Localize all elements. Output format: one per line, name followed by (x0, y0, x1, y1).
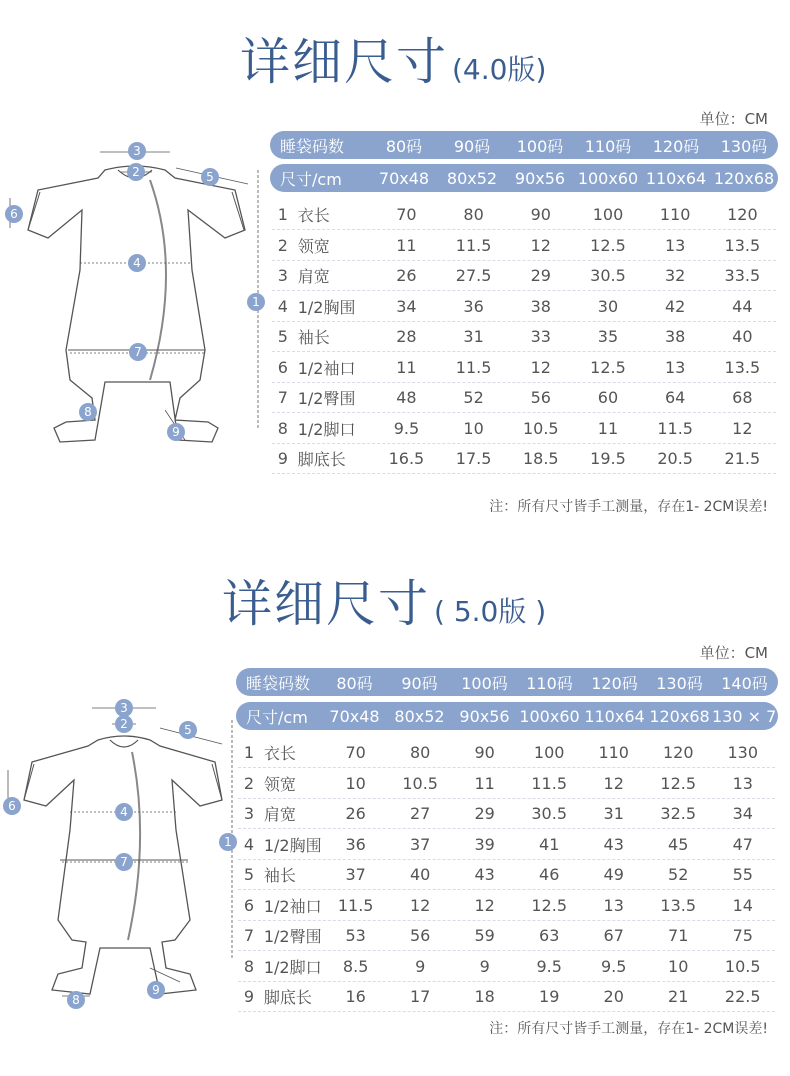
sleepsack-diagram (0, 700, 240, 1010)
row-label: 肩宽 (263, 805, 296, 824)
value-cell: 60 (597, 388, 619, 407)
size-list (322, 671, 777, 694)
value-cell: 110 (659, 205, 691, 224)
value-cell: 40 (409, 865, 431, 884)
row-label: 领宽 (297, 236, 330, 256)
measure-marker-9: 9 (147, 981, 165, 999)
value-cell: 13 (664, 235, 686, 255)
row-label: 1/2胸围 (297, 297, 356, 317)
value-cell: 17 (409, 987, 431, 1006)
value-cell: 80 (463, 205, 484, 224)
measure-marker-5: 5 (201, 168, 219, 186)
unit-label: 单位：CM (699, 644, 768, 662)
header-sizes-band (236, 668, 778, 696)
value-cell: 67 (603, 926, 624, 945)
value-cell: 32.5 (660, 804, 697, 823)
value-cell: 10 (345, 773, 366, 793)
row-number: 5 (277, 327, 288, 346)
row-label: 1/2袖口 (263, 896, 322, 916)
table-row (238, 799, 775, 829)
row-number: 7 (277, 388, 288, 407)
measure-marker-8: 8 (67, 991, 85, 1009)
value-cell: 130 (727, 743, 759, 762)
measure-marker-2: 2 (127, 163, 145, 181)
row-number: 7 (243, 926, 255, 945)
size-header-cell: 110码 (526, 673, 573, 693)
value-cell: 64 (664, 388, 686, 407)
row-label: 袖长 (263, 866, 296, 885)
value-cell: 90 (530, 205, 551, 224)
header-sizes-label: 睡袋码数 (246, 673, 311, 693)
cuff-left (28, 192, 40, 230)
value-cell: 10.5 (402, 773, 438, 793)
value-cell: 38 (530, 296, 551, 316)
value-cell: 90 (474, 743, 495, 762)
value-cell: 52 (668, 865, 689, 884)
value-cell: 39 (474, 834, 495, 854)
size-header-cell: 120码 (652, 136, 700, 156)
row-label: 1/2脚口 (263, 957, 322, 977)
row-label: 1/2臀围 (263, 927, 322, 946)
value-cell: 34 (732, 804, 753, 823)
cuff-right (232, 192, 244, 230)
header-dims-label: 尺寸/cm (246, 707, 308, 727)
cuff-left (24, 764, 34, 800)
row-number: 8 (243, 956, 255, 976)
value-cell: 21 (668, 987, 689, 1006)
value-cell: 36 (345, 834, 366, 854)
table-row (272, 444, 776, 474)
value-cell: 11.5 (455, 357, 492, 377)
row-label: 脚底长 (263, 988, 312, 1007)
dims-header-cell: 80x52 (394, 706, 445, 726)
value-cell: 29 (474, 804, 495, 823)
value-cell: 31 (603, 804, 624, 823)
value-cell: 11.5 (337, 895, 374, 915)
dims-header-cell: 110x64 (584, 706, 645, 726)
value-cell: 44 (732, 296, 753, 316)
header-dims-band (236, 702, 787, 730)
row-number: 3 (277, 266, 288, 285)
version-text: ( 5.0版 ) (434, 595, 547, 628)
value-cell: 100 (592, 205, 624, 224)
title-text: 详细尺寸 (240, 33, 448, 91)
value-cell: 120 (662, 743, 694, 762)
value-cell: 13.5 (724, 235, 761, 255)
footnote: 注：所有尺寸皆手工测量，存在1- 2CM误差! (489, 499, 768, 515)
value-cell: 13 (664, 357, 686, 377)
unit-label: 单位：CM (699, 110, 768, 128)
value-cell: 12.5 (531, 895, 567, 915)
value-cell: 9 (479, 956, 490, 976)
collar-line (110, 740, 138, 747)
table-row (238, 891, 775, 921)
value-cell: 12.5 (590, 357, 626, 377)
value-cell: 12 (409, 895, 431, 915)
value-cell: 43 (474, 865, 495, 884)
row-number: 6 (243, 895, 255, 915)
table-row (272, 231, 776, 261)
value-cell: 70 (345, 743, 366, 762)
header-dims-band (270, 164, 778, 192)
size-header-cell: 130码 (720, 136, 768, 156)
dims-header-cell: 100x60 (519, 706, 580, 726)
value-cell: 16 (345, 987, 366, 1006)
table-row (272, 261, 776, 291)
value-cell: 20.5 (657, 449, 693, 468)
value-cell: 55 (732, 865, 753, 884)
row-label: 领宽 (263, 774, 296, 794)
measure-marker-8: 8 (79, 403, 97, 421)
measure-marker-2: 2 (115, 715, 133, 733)
dims-header-cell: 120x68 (649, 706, 710, 726)
header-dims-label: 尺寸/cm (280, 169, 342, 189)
value-cell: 59 (474, 926, 495, 945)
value-cell: 11 (396, 357, 417, 377)
value-cell: 30.5 (531, 804, 567, 823)
value-cell: 30.5 (590, 266, 626, 285)
dims-header-cell: 80x52 (446, 168, 498, 188)
row-number: 4 (277, 296, 288, 316)
value-cell: 34 (396, 296, 417, 316)
value-cell: 41 (539, 834, 560, 854)
dims-header-cell: 70x48 (378, 168, 430, 188)
value-cell: 37 (345, 865, 366, 884)
table-row (238, 830, 775, 860)
dims-header-cell: 120x68 (713, 168, 775, 188)
row-label: 1/2胸围 (263, 835, 322, 855)
row-label: 1/2袖口 (297, 358, 356, 378)
value-cell: 32 (664, 266, 686, 285)
value-cell: 9 (415, 956, 426, 976)
value-cell: 120 (727, 205, 758, 224)
value-cell: 13 (732, 773, 753, 793)
size-header-cell: 100码 (516, 136, 564, 156)
value-cell: 29 (530, 266, 551, 285)
measure-marker-7: 7 (129, 343, 147, 361)
table-row (238, 860, 775, 890)
table-row (272, 322, 776, 352)
measure-marker-9: 9 (167, 423, 185, 441)
table-row (272, 353, 776, 383)
table-row (238, 738, 775, 768)
table-row (238, 982, 775, 1012)
value-cell: 42 (664, 296, 686, 316)
value-cell: 10.5 (724, 956, 761, 976)
value-cell: 46 (539, 865, 560, 884)
value-cell: 11.5 (657, 418, 693, 438)
value-cell: 36 (463, 296, 484, 316)
value-cell: 31 (463, 327, 484, 346)
value-cell: 12 (603, 773, 624, 793)
value-cell: 26 (396, 266, 417, 285)
dims-header-cell: 70x48 (329, 706, 380, 726)
row-number: 1 (277, 205, 288, 224)
sleepsack-outline (28, 166, 245, 442)
measure-marker-1: 1 (247, 293, 265, 311)
size-header-cell: 130码 (656, 673, 703, 693)
header-sizes-band (270, 131, 778, 159)
value-cell: 52 (463, 388, 484, 407)
value-cell: 10.5 (522, 418, 559, 438)
value-cell: 33.5 (724, 266, 761, 285)
dims-header-cell: 90x56 (514, 168, 566, 188)
value-cell: 71 (668, 926, 689, 945)
value-cell: 63 (539, 926, 560, 945)
size-list (370, 134, 778, 157)
value-cell: 11 (597, 418, 619, 438)
section-title (240, 22, 546, 94)
row-number: 4 (243, 834, 255, 854)
value-cell: 75 (732, 926, 753, 945)
measure-marker-3: 3 (115, 699, 133, 717)
value-cell: 12 (530, 357, 551, 377)
value-cell: 26 (345, 804, 366, 823)
value-cell: 11 (396, 235, 417, 255)
sleepsack-diagram (0, 130, 270, 460)
value-cell: 45 (668, 834, 689, 854)
measure-marker-5: 5 (179, 721, 197, 739)
row-label: 1/2脚口 (297, 419, 356, 439)
zipper-line (128, 752, 140, 940)
dims-list (322, 706, 787, 726)
value-cell: 37 (409, 834, 431, 854)
measure-marker-1: 1 (219, 833, 237, 851)
value-cell: 53 (345, 926, 366, 945)
value-cell: 110 (598, 743, 629, 762)
row-number: 2 (277, 235, 288, 255)
value-cell: 11.5 (455, 235, 492, 255)
size-header-cell: 90码 (401, 673, 438, 693)
value-cell: 35 (597, 327, 619, 346)
measure-marker-6: 6 (3, 797, 21, 815)
value-cell: 9.5 (536, 956, 562, 976)
value-cell: 19 (539, 987, 560, 1006)
value-cell: 20 (603, 987, 624, 1006)
table-row (272, 292, 776, 322)
table-row (272, 414, 776, 444)
table-row (238, 952, 775, 982)
value-cell: 12.5 (660, 773, 697, 793)
value-cell: 19.5 (590, 449, 626, 468)
value-cell: 68 (732, 388, 753, 407)
row-number: 1 (243, 743, 255, 762)
value-cell: 56 (530, 388, 551, 407)
value-cell: 12 (530, 235, 551, 255)
measure-marker-3: 3 (128, 142, 146, 160)
title-text: 详细尺寸 (222, 575, 430, 633)
measure-marker-4: 4 (115, 803, 133, 821)
row-number: 8 (277, 418, 288, 438)
row-label: 袖长 (297, 328, 330, 347)
value-cell: 11.5 (531, 773, 567, 793)
measure-marker-4: 4 (128, 254, 146, 272)
value-cell: 56 (409, 926, 431, 945)
header-sizes-label: 睡袋码数 (280, 136, 345, 156)
size-header-cell: 100码 (461, 673, 508, 693)
table-row (272, 200, 776, 230)
value-cell: 12 (474, 895, 495, 915)
version-text: (4.0版) (452, 53, 547, 86)
row-number: 9 (243, 987, 255, 1006)
dims-header-cell: 100x60 (577, 168, 639, 188)
dims-header-cell: 90x56 (459, 706, 510, 726)
row-number: 9 (277, 449, 288, 468)
value-cell: 17.5 (455, 449, 492, 468)
size-header-cell: 90码 (453, 136, 491, 156)
size-header-cell: 80码 (336, 673, 373, 693)
value-cell: 38 (664, 327, 686, 346)
size-section-v5 (0, 540, 790, 1076)
value-cell: 48 (396, 388, 417, 407)
footnote: 注：所有尺寸皆手工测量，存在1- 2CM误差! (489, 1021, 768, 1037)
row-number: 6 (277, 357, 288, 377)
value-cell: 30 (597, 296, 619, 316)
value-cell: 10 (668, 956, 689, 976)
value-cell: 13.5 (660, 895, 697, 915)
value-cell: 27 (409, 804, 431, 823)
table-row (238, 769, 775, 799)
table-row (272, 383, 776, 413)
value-cell: 18 (474, 987, 495, 1006)
value-cell: 11 (474, 773, 495, 793)
value-cell: 21.5 (724, 449, 761, 468)
value-cell: 22.5 (724, 987, 761, 1006)
value-cell: 9.5 (393, 418, 420, 438)
value-cell: 18.5 (522, 449, 559, 468)
row-number: 5 (243, 865, 255, 884)
measure-marker-7: 7 (115, 853, 133, 871)
value-cell: 9.5 (600, 956, 627, 976)
measure-marker-6: 6 (5, 205, 23, 223)
value-cell: 80 (409, 743, 431, 762)
size-header-cell: 140码 (721, 673, 768, 693)
value-cell: 49 (603, 865, 624, 884)
value-cell: 43 (603, 834, 624, 854)
value-cell: 16.5 (388, 449, 425, 468)
table-row (238, 921, 775, 951)
section-title (222, 564, 546, 636)
value-cell: 8.5 (342, 956, 369, 976)
value-cell: 13.5 (724, 357, 761, 377)
value-cell: 100 (533, 743, 565, 762)
row-number: 3 (243, 804, 255, 823)
value-cell: 28 (396, 327, 417, 346)
dims-header-cell: 130 × 72 (712, 706, 787, 726)
value-cell: 33 (530, 327, 551, 346)
value-cell: 47 (732, 834, 753, 854)
value-cell: 40 (732, 327, 753, 346)
size-header-cell: 80码 (385, 136, 423, 156)
value-cell: 12 (732, 418, 753, 438)
size-header-cell: 110码 (584, 136, 632, 156)
row-label: 肩宽 (297, 267, 330, 286)
size-header-cell: 120码 (591, 673, 638, 693)
row-label: 1/2臀围 (297, 389, 356, 408)
row-label: 衣长 (263, 744, 296, 763)
value-cell: 70 (396, 205, 417, 224)
row-label: 衣长 (297, 206, 330, 225)
value-cell: 10 (463, 418, 484, 438)
row-label: 脚底长 (297, 450, 346, 469)
value-cell: 27.5 (455, 266, 492, 285)
value-cell: 14 (732, 895, 753, 915)
value-cell: 12.5 (590, 235, 626, 255)
value-cell: 13 (603, 895, 624, 915)
dims-list (370, 169, 778, 188)
row-number: 2 (243, 773, 255, 793)
dims-header-cell: 110x64 (645, 168, 707, 188)
